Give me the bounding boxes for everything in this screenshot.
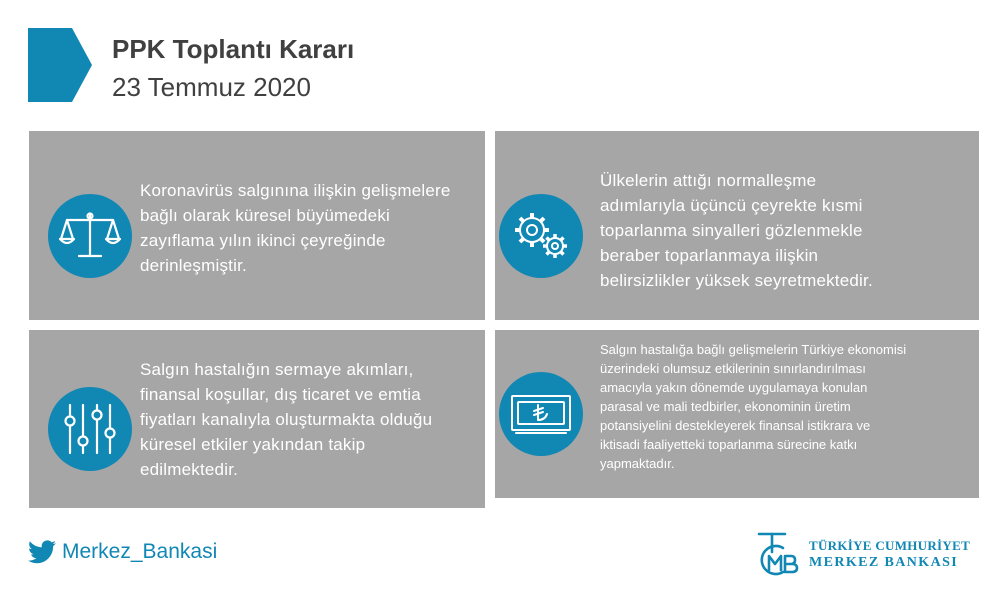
tcmb-monogram-icon (755, 530, 801, 578)
tcmb-logo (755, 530, 970, 578)
text-line: zayıflama yılın ikinci çeyreğinde (140, 231, 386, 250)
text-line: üzerindeki olumsuz etkilerinin sınırlandırılması (600, 361, 866, 376)
meeting-date: 23 Temmuz 2020 (112, 72, 311, 102)
card-text (140, 357, 432, 482)
text-line: küresel etkiler yakından takip (140, 435, 366, 454)
sliders-icon (60, 401, 120, 457)
lira-banknote-icon-badge (499, 372, 583, 456)
twitter-link[interactable] (28, 540, 217, 564)
text-line: potansiyelini destekleyerek finansal istikrara ve (600, 418, 871, 433)
twitter-handle: Merkez_Bankasi (62, 540, 218, 563)
card-global-effects (29, 330, 485, 508)
card-monetary-measures (495, 330, 979, 498)
twitter-bird-icon (28, 540, 56, 564)
card-text (140, 178, 451, 278)
logo-line-2: MERKEZ BANKASI (809, 555, 959, 570)
text-line: derinleşmiştir. (140, 256, 247, 275)
lira-banknote-icon (510, 392, 572, 436)
text-line: fiyatları kanalıyla oluşturmakta olduğu (140, 410, 433, 429)
text-line: amacıyla yakın dönemde uygulamaya konulan (600, 380, 868, 395)
text-line: Salgın hastalığın sermaye akımları, (140, 360, 414, 379)
text-line: beraber toparlanmaya ilişkin (600, 246, 819, 265)
text-line: Koronavirüs salgınına ilişkin gelişmelere (140, 181, 451, 200)
text-line: adımlarıyla üçüncü çeyrekte kısmi (600, 196, 863, 215)
text-line: parasal ve mali tedbirler, ekonominin üretim (600, 399, 851, 414)
card-text (600, 168, 873, 293)
text-line: iktisadi faaliyetteki toparlanma sürecine katkı (600, 437, 858, 452)
card-global-growth (29, 131, 485, 320)
text-line: belirsizlikler yüksek seyretmektedir. (600, 271, 873, 290)
logo-line-1: TÜRKİYE CUMHURİYET (809, 538, 971, 553)
text-line: edilmektedir. (140, 460, 239, 479)
scale-icon-badge (48, 194, 132, 278)
text-line: finansal koşullar, dış ticaret ve emtia (140, 385, 421, 404)
text-line: bağlı olarak küresel büyümedeki (140, 206, 391, 225)
gears-icon-badge (499, 194, 583, 278)
gears-icon (510, 208, 572, 264)
scale-icon (59, 211, 121, 261)
text-line: Ülkelerin attığı normalleşme (600, 171, 817, 190)
header-accent-tag (28, 28, 92, 102)
sliders-icon-badge (48, 387, 132, 471)
text-line: toparlanma sinyalleri gözlenmekle (600, 221, 863, 240)
card-text (600, 340, 906, 473)
text-line: Salgın hastalığa bağlı gelişmelerin Türkiye ekonomisi (600, 342, 907, 357)
text-line: yapmaktadır. (600, 456, 675, 471)
page-title: PPK Toplantı Kararı (112, 34, 355, 64)
card-normalization (495, 131, 979, 320)
